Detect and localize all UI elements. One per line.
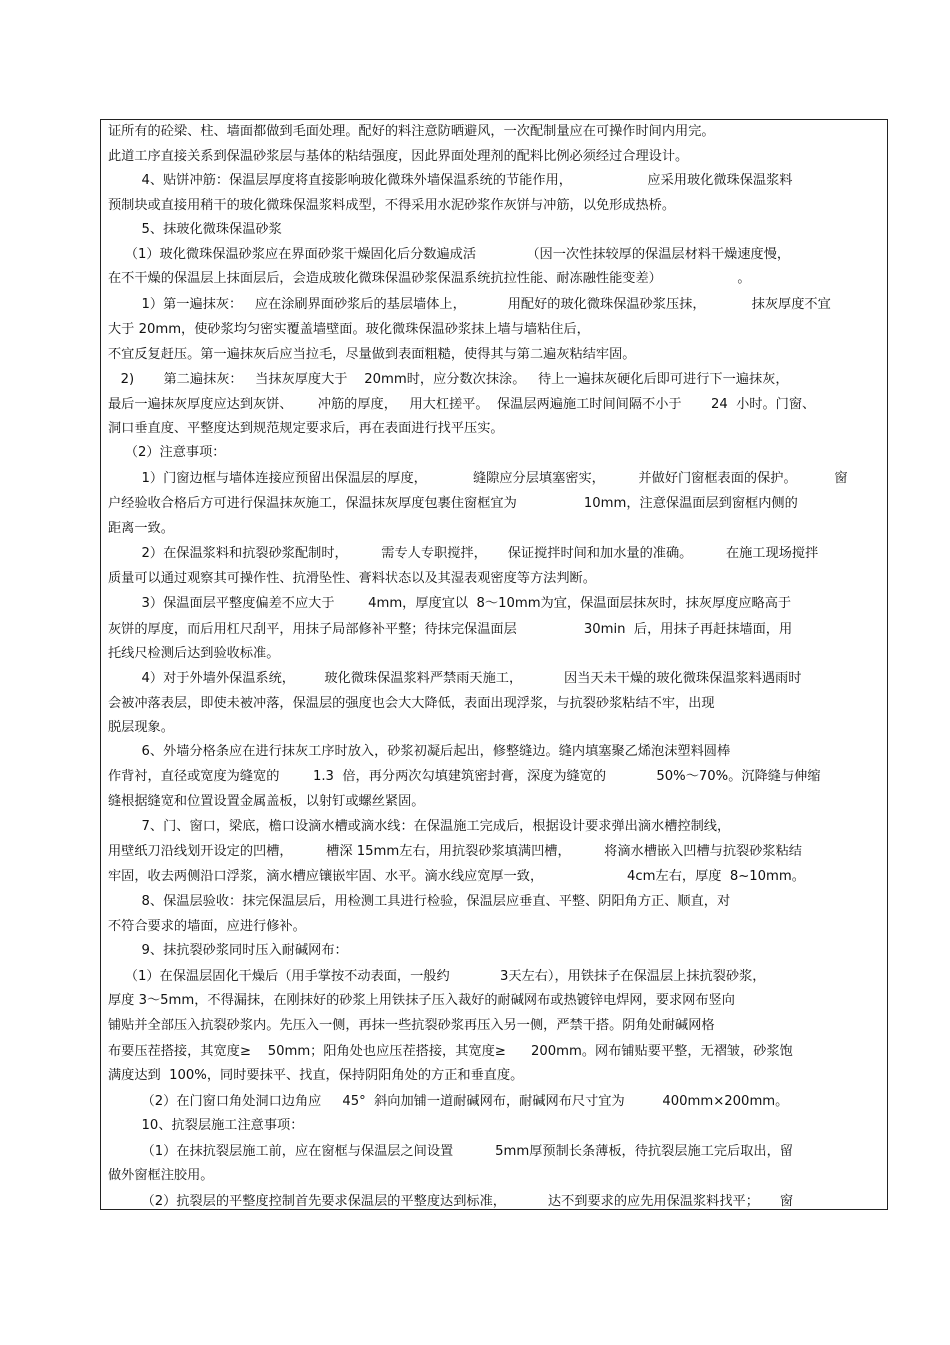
text-line: 牢固，收去两侧沿口浮浆，滴水槽应镶嵌牢固、水平。滴水线应宽厚一致， 4cm左右，厚度 8~10mm。 <box>108 869 805 884</box>
text-line: 4、贴饼冲筋：保温层厚度将直接影响玻化微珠外墙保温系统的节能作用， 应采用玻化微珠保温浆料 <box>108 173 793 188</box>
text-line: 不符合要求的墙面，应进行修补。 <box>108 919 306 934</box>
text-line: 脱层现象。 <box>108 720 174 735</box>
text-line: 3）保温面层平整度偏差不应大于 4mm，厚度宜以 8～10mm为宜，保温面层抹灰时，抹灰厚度应略高于 <box>108 596 792 611</box>
text-line: 4）对于外墙外保温系统， 玻化微珠保温浆料严禁雨天施工， 因当天未干燥的玻化微珠保温浆料遇雨时 <box>108 671 802 686</box>
text-line: （1）玻化微珠保温砂浆应在界面砂浆干燥固化后分数遍成活 （因一次性抹较厚的保温层材料干燥速度慢， <box>108 247 791 262</box>
text-line: 会被冲落表层，即使未被冲落，保温层的强度也会大大降低，表面出现浮浆，与抗裂砂浆粘结不牢，出现 <box>108 696 715 711</box>
text-line: （1）在保温层固化干燥后（用手掌按不动表面，一般约 3天左右），用铁抹子在保温层上抹抗裂砂浆， <box>108 969 766 984</box>
text-line: 铺贴并全部压入抗裂砂浆内。先压入一侧，再抹一些抗裂砂浆再压入另一侧，严禁干搭。阴角处耐碱网格 <box>108 1018 715 1033</box>
text-line: 2）在保温浆料和抗裂砂浆配制时， 需专人专职搅拌， 保证搅拌时间和加水量的准确。 在施工现场搅拌 <box>108 546 819 561</box>
text-line: （2）在门窗口角处洞口边角应 45° 斜向加铺一道耐碱网布，耐碱网布尺寸宜为 400mm×200mm。 <box>108 1094 789 1109</box>
text-line: 厚度 3～5mm，不得漏抹，在刚抹好的砂浆上用铁抹子压入裁好的耐碱网布或热镀锌电焊网，要求网布竖向 <box>108 993 735 1008</box>
text-line: 2) 第二遍抹灰： 当抹灰厚度大于 20mm时，应分数次抹涂。 待上一遍抹灰硬化后即可进行下一遍抹灰， <box>108 372 789 387</box>
text-line: （2）注意事项： <box>108 445 226 460</box>
text-line: 质量可以通过观察其可操作性、抗滑坠性、膏料状态以及其湿表观密度等方法判断。 <box>108 571 596 586</box>
text-line: （2）抗裂层的平整度控制首先要求保温层的平整度达到标准， 达不到要求的应先用保温浆料找平； 窗 <box>108 1194 794 1209</box>
text-line: 灰饼的厚度，而后用杠尺刮平，用抹子局部修补平整；待抹完保温面层 30min 后，用抹子再赶抹墙面，用 <box>108 622 793 637</box>
text-line: 做外窗框注胶用。 <box>108 1168 214 1183</box>
text-line: 满度达到 100%，同时要抹平、找直，保持阴阳角处的方正和垂直度。 <box>108 1068 524 1083</box>
text-line: 户经验收合格后方可进行保温抹灰施工，保温抹灰厚度包裹住窗框宜为 10mm，注意保温面层到窗框内侧的 <box>108 496 798 511</box>
text-line: 托线尺检测后达到验收标准。 <box>108 646 280 661</box>
text-line: （1）在抹抗裂层施工前，应在窗框与保温层之间设置 5mm厚预制长条薄板，待抗裂层施工完后取出，留 <box>108 1144 793 1159</box>
text-line: 证所有的砼梁、柱、墙面都做到毛面处理。配好的料注意防晒避风，一次配制量应在可操作时间内用完。 <box>108 124 715 139</box>
text-line: 在不干燥的保温层上抹面层后，会造成玻化微珠保温砂浆保温系统抗拉性能、耐冻融性能变差） 。 <box>108 271 751 286</box>
text-line: 9、抹抗裂砂浆同时压入耐碱网布： <box>108 943 348 958</box>
text-line: 用壁纸刀沿线划开设定的凹槽， 槽深 15mm左右，用抗裂砂浆填满凹槽， 将滴水槽嵌入凹槽与抗裂砂浆粘结 <box>108 844 802 859</box>
text-line: 距离一致。 <box>108 521 174 536</box>
text-line: 6、外墙分格条应在进行抹灰工序时放入，砂浆初凝后起出，修整缝边。缝内填塞聚乙烯泡沫塑料圆棒 <box>108 744 731 759</box>
text-line: 布要压茬搭接，其宽度≥ 50mm；阳角处也应压茬搭接，其宽度≥ 200mm。网布铺贴要平整，无褶皱，砂浆饱 <box>108 1044 793 1059</box>
text-line: 预制块或直接用稍干的玻化微珠保温浆料成型，不得采用水泥砂浆作灰饼与冲筋，以免形成热桥。 <box>108 198 676 213</box>
text-line: 作背衬，直径或宽度为缝宽的 1.3 倍，再分两次勾填建筑密封膏，深度为缝宽的 50%～70%。沉降缝与伸缩 <box>108 769 821 784</box>
text-line: 大于 20mm，使砂浆均匀密实覆盖墙壁面。玻化微珠保温砂浆抹上墙与墙粘住后， <box>108 322 590 337</box>
text-line: 此道工序直接关系到保温砂浆层与基体的粘结强度，因此界面处理剂的配料比例必须经过合理设计。 <box>108 149 689 164</box>
text-line: 缝根据缝宽和位置设置金属盖板，以射钉或螺丝紧固。 <box>108 794 425 809</box>
text-line: 10、抗裂层施工注意事项： <box>108 1118 304 1133</box>
text-line: 1）第一遍抹灰： 应在涂刷界面砂浆后的基层墙体上， 用配好的玻化微珠保温砂浆压抹， 抹灰厚度不宜 <box>108 297 831 312</box>
text-line: 1）门窗边框与墙体连接应预留出保温层的厚度， 缝隙应分层填塞密实， 并做好门窗框表面的保护。 窗 <box>108 471 848 486</box>
text-line: 不宜反复赶压。第一遍抹灰后应当拉毛，尽量做到表面粗糙，使得其与第二遍灰粘结牢固。 <box>108 347 636 362</box>
text-line: 5、抹玻化微珠保温砂浆 <box>108 222 282 237</box>
text-line: 洞口垂直度、平整度达到规范规定要求后，再在表面进行找平压实。 <box>108 421 504 436</box>
text-line: 最后一遍抹灰厚度应达到灰饼、 冲筋的厚度， 用大杠搓平。 保温层两遍施工时间间隔不小于 24 小时。门窗、 <box>108 397 816 412</box>
text-line: 7、门、窗口，梁底，檐口设滴水槽或滴水线：在保温施工完成后，根据设计要求弹出滴水槽控制线， <box>108 819 731 834</box>
text-line: 8、保温层验收：抹完保温层后，用检测工具进行检验，保温层应垂直、平整、阴阳角方正、顺直，对 <box>108 894 731 909</box>
